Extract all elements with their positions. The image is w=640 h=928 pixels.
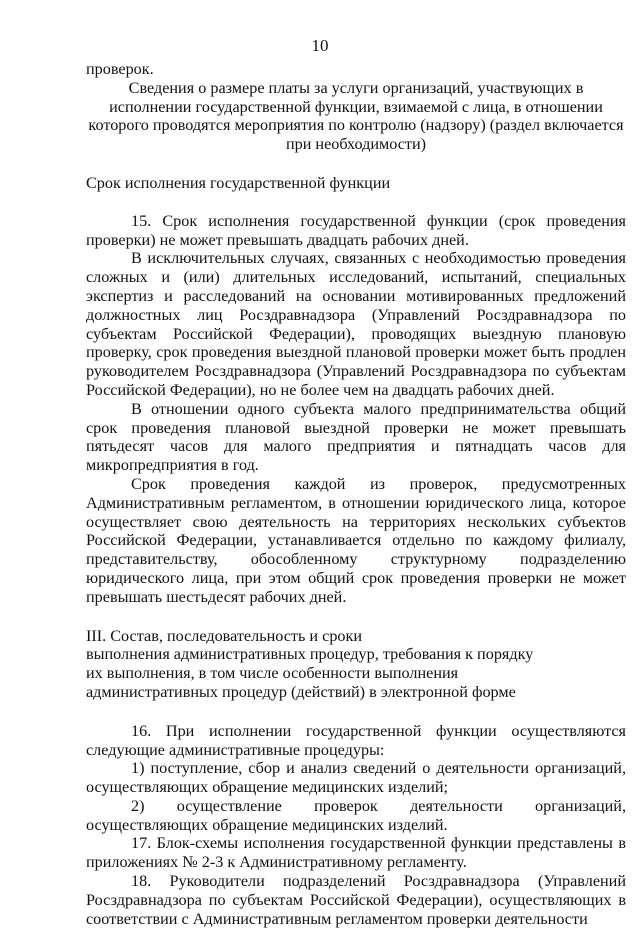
paragraph-18: 18. Руководители подразделений Росздравнадзора (Управлений Росздравнадзора по субъектам Российской Федерации), осуществляющих в соответствии с Административным регламентом проверки деятельности [86, 872, 626, 928]
exceptional-cases-paragraph: В исключительных случаях, связанных с необходимостью проведения сложных и (или) длительных исследований, испытаний, специальных экспертиз и расследований на основании мотивированных предложений должностных лиц Росздравнадзора (Управлений Росздравнадзора по субъектам Российской Федерации), проводящих выездную плановую проверку, срок проведения выездной плановой проверки может быть продлен руководителем Росздравнадзора (Управлений Росздравнадзора по субъектам Российской Федерации), но не более чем на двадцать рабочих дней. [86, 249, 626, 399]
section-three-title-line-3: их выполнения, в том числе особенности выполнения [86, 664, 459, 683]
continuation-text: проверок. [86, 60, 154, 78]
multi-region-paragraph: Срок проведения каждой из проверок, предусмотренных Административным регламентом, в отношении юридического лица, которое осуществляет свою деятельность на территориях нескольких субъектов Российской Федерации, устанавливается отдельно по каждому филиалу, представительству, обособленному структурному подразделению юридического лица, при этом общий срок проведения проверки не может превышать шестьдесят рабочих дней. [86, 474, 626, 606]
paragraph-16: 16. При исполнении государственной функции осуществляются следующие административные процедуры: [86, 721, 626, 759]
section-three-title-line-1: III. Состав, последовательность и сроки [86, 626, 363, 645]
document-body [86, 60, 626, 928]
section-term-title: Срок исполнения государственной функции [86, 173, 391, 192]
small-business-paragraph: В отношении одного субъекта малого предпринимательства общий срок проведения плановой выездной проверки не может превышать пятьдесят часов для малого предприятия и пятнадцать часов для микропредприятия в год. [86, 399, 626, 475]
procedure-item-2: 2) осуществление проверок деятельности организаций, осуществляющих обращение медицинских изделий. [86, 796, 626, 834]
page-number: 10 [311, 36, 329, 55]
paragraph-17: 17. Блок-схемы исполнения государственной функции представлены в приложениях № 2-3 к Административному регламенту. [86, 834, 626, 872]
section-three-title-line-2: выполнения административных процедур, требования к порядку [86, 645, 534, 664]
fee-information-paragraph: Сведения о размере платы за услуги организаций, участвующих в исполнении государственной функции, взимаемой с лица, в отношении которого проводятся мероприятия по контролю (надзору) (раздел включается при необходимости) [88, 78, 624, 154]
section-three-title-line-4: административных процедур (действий) в электронной форме [86, 682, 516, 701]
paragraph-15: 15. Срок исполнения государственной функции (срок проведения проверки) не может превышать двадцать рабочих дней. [86, 211, 626, 249]
procedure-item-1: 1) поступление, сбор и анализ сведений о деятельности организаций, осуществляющих обращение медицинских изделий; [86, 759, 626, 797]
